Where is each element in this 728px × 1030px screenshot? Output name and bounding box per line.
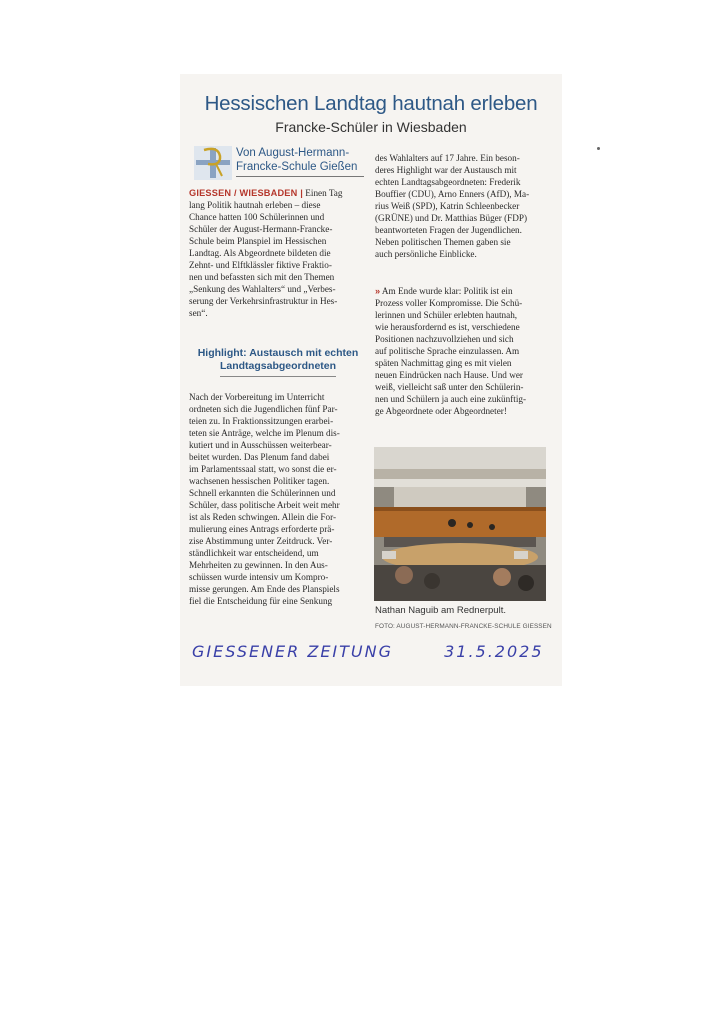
text-line: nen und Schülern ja auch eine zukünftig-: [375, 394, 527, 404]
text-line: zise Abstimmung unter Zeitdruck. Ver-: [189, 536, 333, 546]
text-line: beitet wurden. Das Plenum fand dabei: [189, 452, 330, 462]
text-line: (GRÜNE) und Dr. Matthias Büger (FDP): [375, 213, 528, 223]
section-subheading: [189, 347, 367, 373]
text-line: weiß, vielleicht saß unter den Schülerin-: [375, 382, 524, 392]
byline-line: Von August-Hermann-: [236, 147, 350, 159]
text-line: späten Nachmittag ging es mit vielen: [375, 358, 512, 368]
text-line: Nach der Vorbereitung im Unterricht: [189, 392, 325, 402]
newspaper-clipping: [180, 74, 562, 686]
column-1-body: [189, 391, 367, 607]
text-line: schüssen wurde intensiv um Kompro-: [189, 572, 329, 582]
column-2-intro: [375, 152, 553, 260]
text-line: Einen Tag: [305, 188, 343, 198]
byline-line: Francke-Schule Gießen: [236, 161, 358, 173]
text-line: Positionen nachzuvollziehen und sich: [375, 334, 514, 344]
subheading-divider: [220, 376, 336, 377]
photo-caption: Nathan Naguib am Rednerpult.: [375, 605, 506, 616]
school-logo-icon: [194, 146, 232, 180]
text-line: ge Abgeordnete oder Abgeordneter!: [375, 406, 507, 416]
dateline: GIESSEN / WIESBADEN |: [189, 188, 303, 198]
text-line: nen und befassten sich mit den Themen: [189, 272, 335, 282]
scan-speck: [597, 147, 600, 150]
text-line: Am Ende wurde klar: Politik ist ein: [381, 286, 513, 296]
text-line: teien zu. In Fraktionssitzungen erarbei-: [189, 416, 334, 426]
text-line: Zehnt- und Elftklässler fiktive Fraktio-: [189, 260, 332, 270]
text-line: ordneten sich die Jugendlichen fünf Par-: [189, 404, 338, 414]
column-1-intro: [189, 187, 367, 319]
text-line: ist als Reden schwingen. Allein die For-: [189, 512, 337, 522]
text-line: Mehrheiten zu gewinnen. In den Aus-: [189, 560, 328, 570]
text-line: fiel die Entscheidung für eine Senkung: [189, 596, 333, 606]
text-line: teten sie Anträge, welche im Plenum dis-: [189, 428, 340, 438]
text-line: im Parlamentssaal statt, wo sonst die er-: [189, 464, 337, 474]
text-line: serung der Verkehrsinfrastruktur in Hes-: [189, 296, 338, 306]
text-line: Chance hatten 100 Schülerinnen und: [189, 212, 325, 222]
text-line: Schnell erkannten die Schülerinnen und: [189, 488, 336, 498]
byline: [236, 146, 366, 174]
text-line: kutiert und in Ausschüssen weiterbear-: [189, 440, 332, 450]
text-line: rius Weiß (SPD), Katrin Schleenbecker: [375, 201, 520, 211]
text-line: lerinnen und Schüler erlebten hautnah,: [375, 310, 518, 320]
text-line: ständlichkeit war entscheidend, um: [189, 548, 319, 558]
text-line: „Senkung des Wahlalters“ und „Verbes-: [189, 284, 336, 294]
text-line: misse gerungen. Am Ende des Planspiels: [189, 584, 340, 594]
text-line: sen“.: [189, 308, 208, 318]
text-line: Schüler der August-Hermann-Francke-: [189, 224, 333, 234]
text-line: Neben politischen Themen gaben sie: [375, 237, 511, 247]
subheading-line: Landtagsabgeordneten: [219, 360, 337, 372]
text-line: Prozess voller Kompromisse. Die Schü-: [375, 298, 523, 308]
text-line: lang Politik hautnah erleben – diese: [189, 200, 321, 210]
photo-credit: FOTO: AUGUST-HERMANN-FRANCKE-SCHULE GIESSEN: [375, 623, 552, 630]
plenary-hall-photo: [374, 447, 546, 601]
text-line: deres Highlight war der Austausch mit: [375, 165, 517, 175]
text-line: wie herausfordernd es ist, verschiedene: [375, 322, 520, 332]
byline-divider: [236, 176, 364, 177]
text-line: des Wahlalters auf 17 Jahre. Ein beson-: [375, 153, 520, 163]
headline: Hessischen Landtag hautnah erleben: [204, 92, 538, 115]
text-line: Bouffier (CDU), Arno Enners (AfD), Ma-: [375, 189, 530, 199]
text-line: Schüler, dass politische Arbeit weit mehr: [189, 500, 340, 510]
paragraph-marker-icon: »: [375, 286, 381, 296]
text-line: Landtag. Als Abgeordnete bildeten die: [189, 248, 331, 258]
text-line: auf politische Sprache einzulassen. Am: [375, 346, 520, 356]
handwritten-annotation: [192, 642, 552, 661]
column-2-body: [375, 285, 553, 417]
handwritten-date: 31.5.2025: [444, 642, 544, 661]
text-line: echten Landtagsabgeordneten: Frederik: [375, 177, 521, 187]
text-line: mulierung eines Antrags erforderte prä-: [189, 524, 335, 534]
text-line: neuen Eindrücken nach Hause. Und wer: [375, 370, 523, 380]
handwritten-source: GIESSENER ZEITUNG: [192, 642, 393, 661]
subheading-line: Highlight: Austausch mit echten: [197, 347, 359, 359]
text-line: beantworteten Fragen der Jugendlichen.: [375, 225, 522, 235]
text-line: Schule beim Planspiel im Hessischen: [189, 236, 327, 246]
text-line: auch persönliche Einblicke.: [375, 249, 477, 259]
text-line: wachsenen hessischen Politiker tagen.: [189, 476, 330, 486]
subheadline: Francke-Schüler in Wiesbaden: [275, 119, 467, 135]
